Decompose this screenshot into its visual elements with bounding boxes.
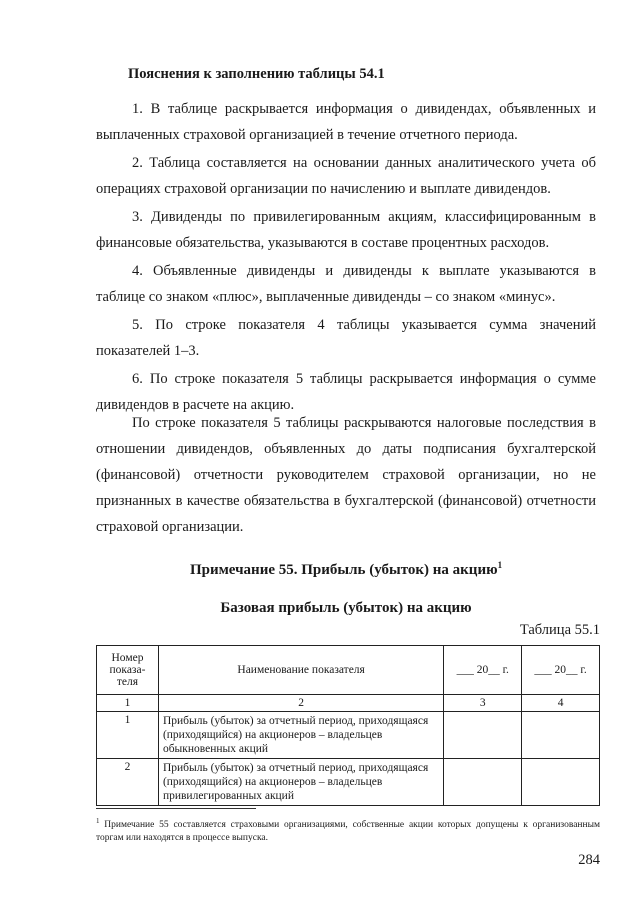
note-footnote-marker: 1 — [497, 560, 503, 570]
table-header-row — [97, 646, 600, 695]
table-row — [97, 712, 600, 759]
col-number-1: 1 — [97, 695, 159, 712]
section-heading: Пояснения к заполнению таблицы 54.1 — [128, 66, 385, 82]
paragraph-6: 6. По строке показателя 5 таблицы раскрывается информация о сумме дивидендов в расчете на акцию. — [96, 371, 596, 413]
note-title — [96, 560, 596, 579]
footnote — [96, 815, 600, 845]
col-number-3: 3 — [444, 695, 522, 712]
row-number: 1 — [97, 712, 159, 759]
table-label: Таблица 55.1 — [519, 622, 600, 638]
row-name: Прибыль (убыток) за отчетный период, приходящаяся (приходящийся) на акционеров – владельцев обыкновенных акций — [158, 712, 443, 759]
col-number-4: 4 — [522, 695, 600, 712]
profit-per-share-table — [96, 645, 600, 806]
row-value-period-1 — [444, 759, 522, 806]
table-row — [97, 759, 600, 806]
header-number: Номер показа-теля — [97, 646, 159, 695]
page-number: 284 — [578, 852, 600, 868]
footnote-text: Примечание 55 составляется страховыми организациями, собственные акции которых допущены к организованным торгам или находятся в процессе выпуска. — [96, 820, 600, 844]
row-value-period-1 — [444, 712, 522, 759]
row-number: 2 — [97, 759, 159, 806]
header-period-2: ___ 20__ г. — [522, 646, 600, 695]
row-value-period-2 — [522, 712, 600, 759]
paragraph-7: По строке показателя 5 таблицы раскрываются налоговые последствия в отношении дивидендов, объявленных до даты подписания бухгалтерской (финансовой) отчетности руководителем страховой организации, но не признанных в качестве обязательства в бухгалтерской (финансовой) отчетности страховой организации. — [96, 415, 596, 535]
paragraph-2: 2. Таблица составляется на основании данных аналитического учета об операциях страховой организации по начислению и выплате дивидендов. — [96, 155, 596, 197]
note-title-text: Примечание 55. Прибыль (убыток) на акцию — [189, 562, 498, 578]
paragraph-5: 5. По строке показателя 4 таблицы указывается сумма значений показателей 1–3. — [96, 317, 596, 359]
footnote-marker: 1 — [96, 817, 100, 825]
paragraph-4: 4. Объявленные дивиденды и дивиденды к выплате указываются в таблице со знаком «плюс», выплаченные дивиденды – со знаком «минус». — [96, 263, 596, 305]
table-column-numbers-row — [97, 695, 600, 712]
table-subtitle: Базовая прибыль (убыток) на акцию — [220, 600, 472, 616]
row-value-period-2 — [522, 759, 600, 806]
row-name: Прибыль (убыток) за отчетный период, приходящаяся (приходящийся) на акционеров – владельцев привилегированных акций — [158, 759, 443, 806]
paragraph-1: 1. В таблице раскрывается информация о дивидендах, объявленных и выплаченных страховой организацией в течение отчетного периода. — [96, 101, 596, 143]
header-period-1: ___ 20__ г. — [444, 646, 522, 695]
header-name: Наименование показателя — [158, 646, 443, 695]
paragraph-3: 3. Дивиденды по привилегированным акциям, классифицированным в финансовые обязательства, указываются в составе процентных расходов. — [96, 209, 596, 251]
col-number-2: 2 — [158, 695, 443, 712]
footnote-divider — [96, 808, 256, 809]
